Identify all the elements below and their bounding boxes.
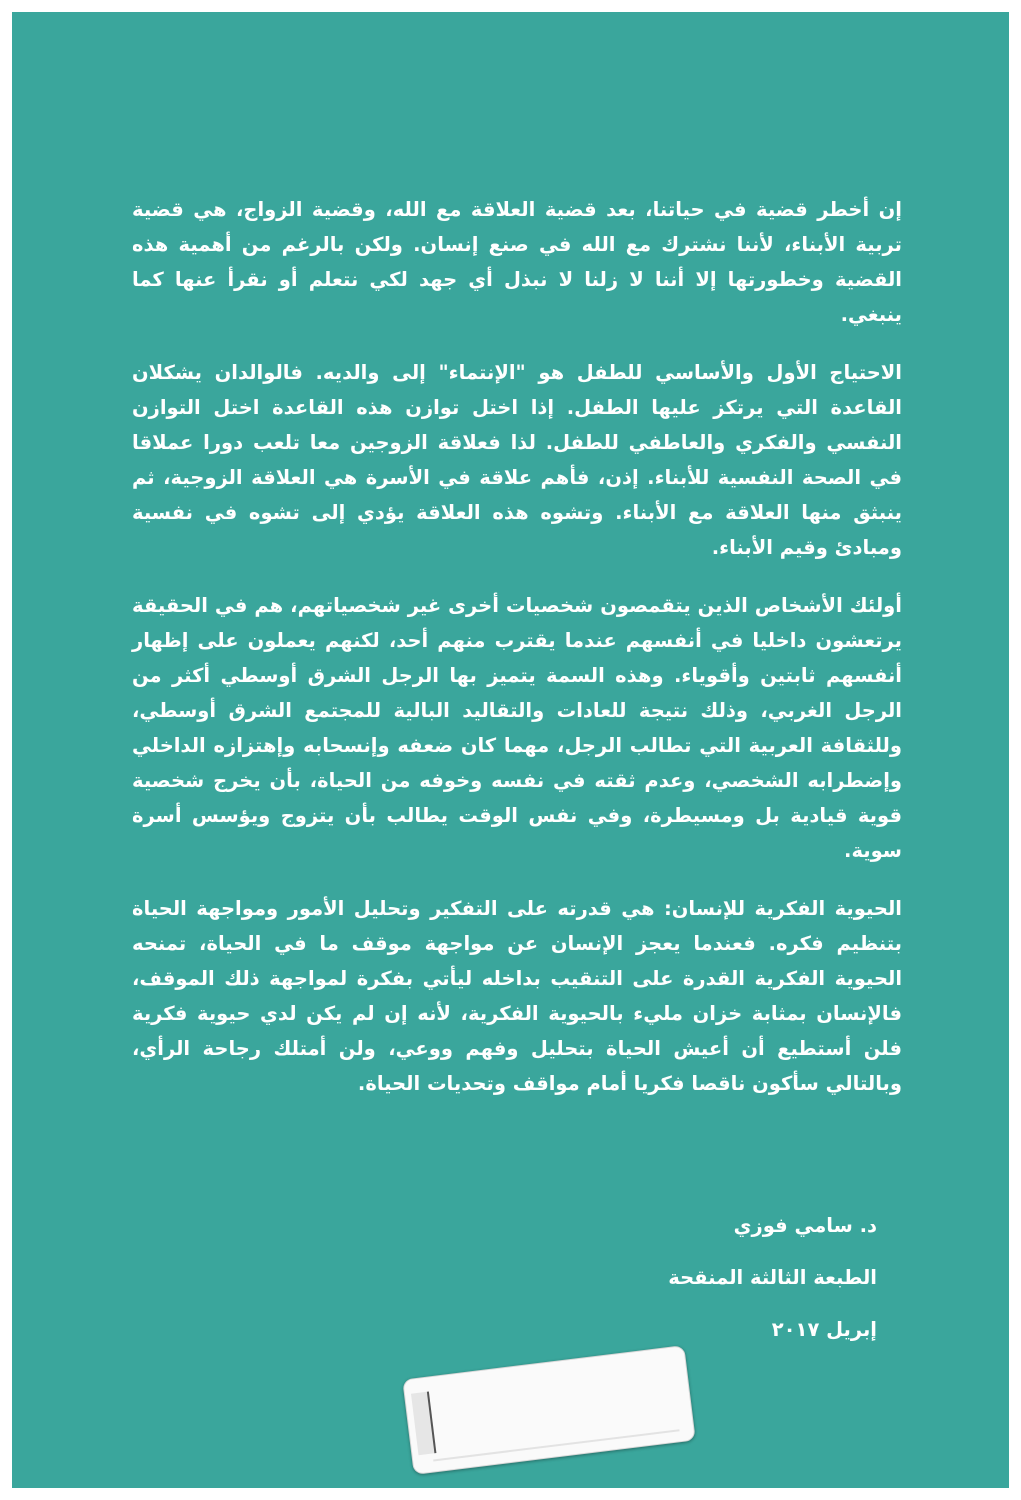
price-sticker <box>402 1345 696 1475</box>
edition-label: الطبعة الثالثة المنقحة <box>668 1266 877 1289</box>
signature-block <box>668 1212 877 1368</box>
sticker-peel-edge <box>411 1392 436 1456</box>
sticker-crease <box>433 1429 679 1461</box>
back-cover <box>12 12 1009 1488</box>
paragraph-1: إن أخطر قضية في حياتنا، بعد قضية العلاقة مع الله، وقضية الزواج، هي قضية تربية الأبناء، لأننا نشترك مع الله في صنع إنسان. ولكن بالرغم من أهمية هذه القضية وخطورتها إلا أننا لا زلنا لا نبذل أي جهد لكي نتعلم أو نقرأ عنها كما ينبغي. <box>132 198 902 326</box>
paragraph-3: أولئك الأشخاص الذين يتقمصون شخصيات أخرى غير شخصياتهم، هم في الحقيقة يرتعشون داخليا في أنفسهم عندما يقترب منهم أحد، لكنهم يعملون على إظهار أنفسهم ثابتين وأقوياء. وهذه السمة يتميز بها الرجل الشرق أوسطي أكثر من الرجل الغربي، وذلك نتيجة للعادات والتقاليد البالية للمجتمع الشرق أوسطي، وللثقافة العربية التي تطالب الرجل، مهما كان ضعفه وإنسحابه وإهتزازه الداخلي وإضطرابه الشخصي، وعدم ثقته في نفسه وخوفه من الحياة، بأن يخرج شخصية قوية قيادية بل ومسيطرة، وفي نفس الوقت يطالب بأن يتزوج ويؤسس أسرة سوية. <box>132 594 902 862</box>
paragraph-4: الحيوية الفكرية للإنسان: هي قدرته على التفكير وتحليل الأمور ومواجهة الحياة بتنظيم فكره. فعندما يعجز الإنسان عن مواجهة موقف ما في الحياة، تمنحه الحيوية الفكرية القدرة على التنقيب بداخله ليأتي بفكرة لمواجهة ذلك الموقف، فالإنسان بمثابة خزان مليء بالحيوية الفكرية، لأنه إن لم يكن لدي حيوية فكرية فلن أستطيع أن أعيش الحياة بتحليل وفهم ووعي، ولن أمتلك رجاحة الرأي، وبالتالي سأكون ناقصا فكريا أمام مواقف وتحديات الحياة. <box>132 897 902 1095</box>
author-name: د. سامي فوزي <box>733 1214 877 1237</box>
paragraph-2: الاحتياج الأول والأساسي للطفل هو "الإنتماء" إلى والديه. فالوالدان يشكلان القاعدة التي يرتكز عليها الطفل. إذا اختل توازن هذه القاعدة اختل التوازن النفسي والفكري والعاطفي للطفل. لذا فعلاقة الزوجين معا تلعب دورا عملاقا في الصحة النفسية للأبناء. إذن، فأهم علاقة في الأسرة هي العلاقة الزوجية، ثم ينبثق منها العلاقة مع الأبناء. وتشوه هذه العلاقة يؤدي إلى تشوه في نفسية ومبادئ وقيم الأبناء. <box>132 361 902 559</box>
publication-date: إبريل ٢٠١٧ <box>771 1318 877 1341</box>
blurb-text <box>132 192 902 1124</box>
